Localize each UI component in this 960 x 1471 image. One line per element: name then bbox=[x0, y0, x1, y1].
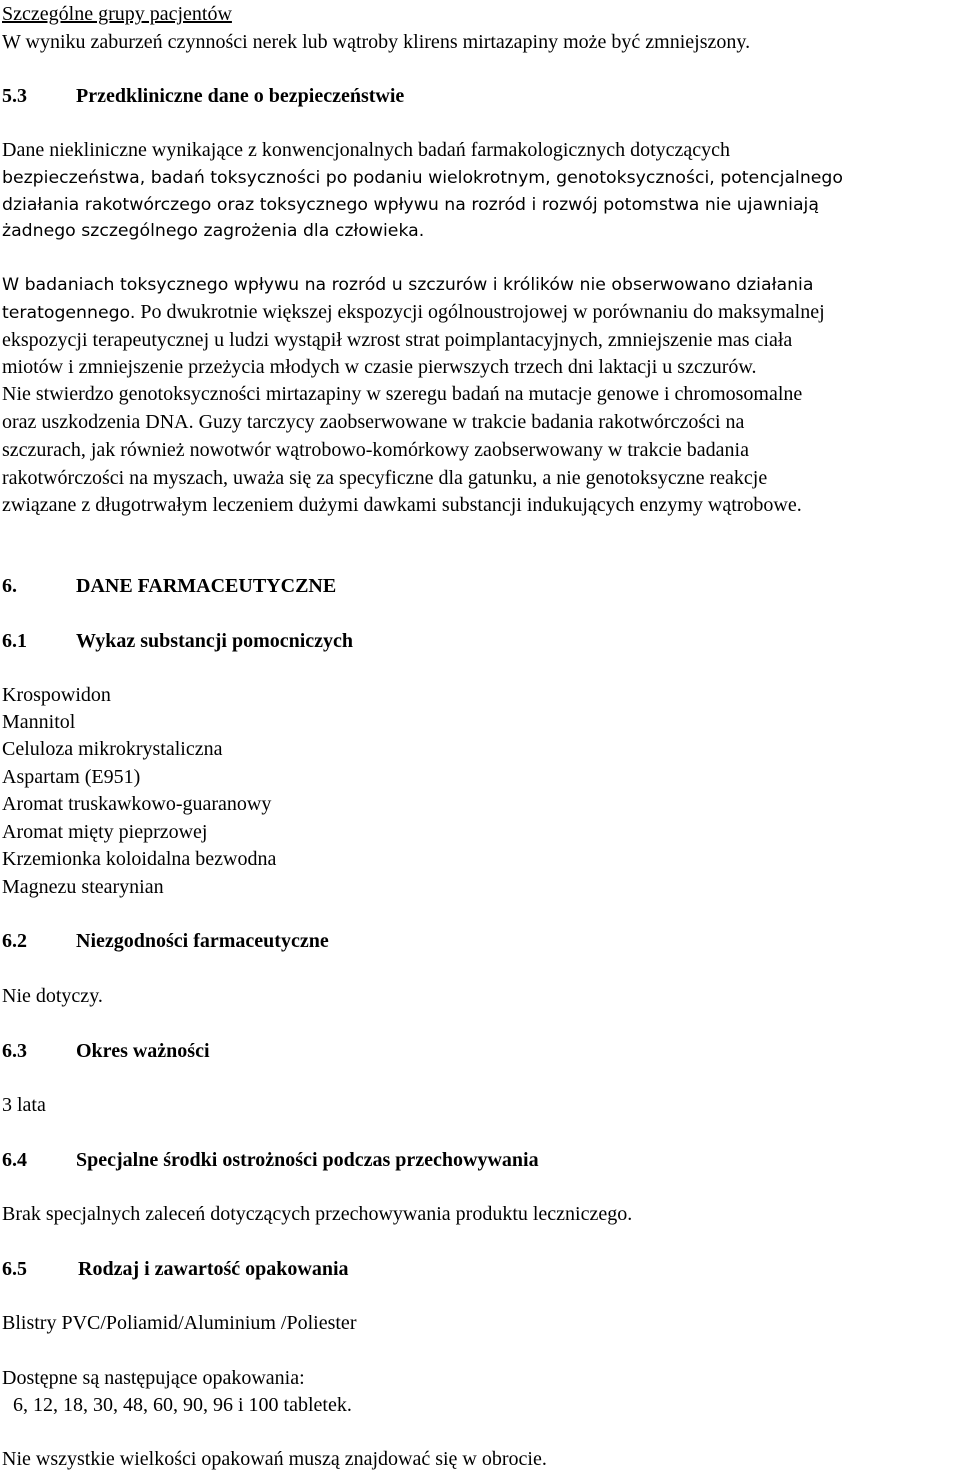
text-line bbox=[2, 410, 744, 434]
text-line: 6, 12, 18, 30, 48, 60, 90, 96 i 100 tabletek. bbox=[13, 1394, 352, 1416]
subheading-special-groups: Szczególne grupy pacjentów bbox=[2, 3, 232, 25]
excipient-item: Krzemionka koloidalna bezwodna bbox=[2, 848, 277, 870]
text-fragment: teratogennego. bbox=[2, 303, 136, 323]
text-line: szczurach, jak również nowotwór wątrobowo-komórkowy zaobserwowany w trakcie badania bbox=[2, 439, 749, 461]
excipient-item: Aromat mięty pieprzowej bbox=[2, 821, 208, 843]
section-heading-6 bbox=[2, 574, 336, 598]
section-title: Specjalne środki ostrożności podczas przechowywania bbox=[76, 1149, 539, 1171]
text-line bbox=[2, 300, 825, 324]
excipient-item: Mannitol bbox=[2, 711, 76, 733]
text-line: bezpieczeństwa, badań toksyczności po podaniu wielokrotnym, genotoksyczności, potencjalnego bbox=[2, 168, 843, 188]
text-line: W wyniku zaburzeń czynności nerek lub wątroby klirens mirtazapiny może być zmniejszony. bbox=[2, 31, 751, 53]
text-line: Nie dotyczy. bbox=[2, 985, 103, 1007]
section-title: Rodzaj i zawartość opakowania bbox=[78, 1258, 349, 1280]
excipient-item: Krospowidon bbox=[2, 684, 111, 706]
section-number: 5.3 bbox=[2, 85, 27, 107]
section-heading-5-3 bbox=[2, 84, 404, 108]
text-line: Dostępne są następujące opakowania: bbox=[2, 1367, 305, 1389]
section-number: 6.4 bbox=[2, 1149, 27, 1171]
text-line: Nie wszystkie wielkości opakowań muszą znajdować się w obrocie. bbox=[2, 1448, 547, 1470]
excipient-item: Aromat truskawkowo-guaranowy bbox=[2, 793, 272, 815]
section-heading-6-4 bbox=[2, 1148, 539, 1172]
section-heading-6-1 bbox=[2, 629, 353, 653]
section-number: 6.2 bbox=[2, 930, 27, 952]
text-fragment: Guzy tarczycy zaobserwowane w trakcie badania rakotwórczości na bbox=[198, 411, 745, 433]
section-heading-6-5 bbox=[2, 1257, 349, 1281]
excipient-item: Aspartam (E951) bbox=[2, 766, 141, 788]
text-line: żadnego szczególnego zagrożenia dla człowieka. bbox=[2, 221, 425, 241]
text-line: Blistry PVC/Poliamid/Aluminium /Poliester bbox=[2, 1312, 357, 1334]
text-line: rakotwórczości na myszach, uważa się za specyficzne dla gatunku, a nie genotoksyczne reakcje bbox=[2, 467, 768, 489]
section-number: 6. bbox=[2, 575, 17, 597]
excipient-item: Magnezu stearynian bbox=[2, 876, 164, 898]
text-fragment: oraz uszkodzenia DNA. bbox=[2, 411, 194, 433]
text-line: działania rakotwórczego oraz toksycznego wpływu na rozród i rozwój potomstwa nie ujawniają bbox=[2, 195, 819, 215]
section-number: 6.5 bbox=[2, 1258, 27, 1280]
section-heading-6-2 bbox=[2, 929, 329, 953]
text-line: Brak specjalnych zaleceń dotyczących przechowywania produktu leczniczego. bbox=[2, 1203, 633, 1225]
section-title: Okres ważności bbox=[76, 1040, 210, 1062]
text-fragment: Po dwukrotnie większej ekspozycji ogólnoustrojowej w porównaniu do maksymalnej bbox=[140, 301, 825, 323]
text-line: Nie stwierdzo genotoksyczności mirtazapiny w szeregu badań na mutacje genowe i chromosomalne bbox=[2, 383, 803, 405]
text-line: Dane niekliniczne wynikające z konwencjonalnych badań farmakologicznych dotyczących bbox=[2, 139, 731, 161]
text-line: ekspozycji terapeutycznej u ludzi wystąpił wzrost strat poimplantacyjnych, zmniejszenie mas ciała bbox=[2, 329, 793, 351]
text-line: miotów i zmniejszenie przeżycia młodych w czasie pierwszych trzech dni laktacji u szczurów. bbox=[2, 356, 757, 378]
text-line: związane z długotrwałym leczeniem dużymi dawkami substancji indukujących enzymy wątrobowe. bbox=[2, 494, 802, 516]
text-line: W badaniach toksycznego wpływu na rozród u szczurów i królików nie obserwowano działania bbox=[2, 275, 814, 295]
section-title: Przedkliniczne dane o bezpieczeństwie bbox=[76, 85, 405, 107]
section-number: 6.1 bbox=[2, 630, 27, 652]
excipient-item: Celuloza mikrokrystaliczna bbox=[2, 738, 223, 760]
section-number: 6.3 bbox=[2, 1040, 27, 1062]
text-line: 3 lata bbox=[2, 1094, 46, 1116]
section-title: Niezgodności farmaceutyczne bbox=[76, 930, 329, 952]
section-title: Wykaz substancji pomocniczych bbox=[76, 630, 354, 652]
section-title: DANE FARMACEUTYCZNE bbox=[76, 575, 337, 597]
section-heading-6-3 bbox=[2, 1039, 210, 1063]
